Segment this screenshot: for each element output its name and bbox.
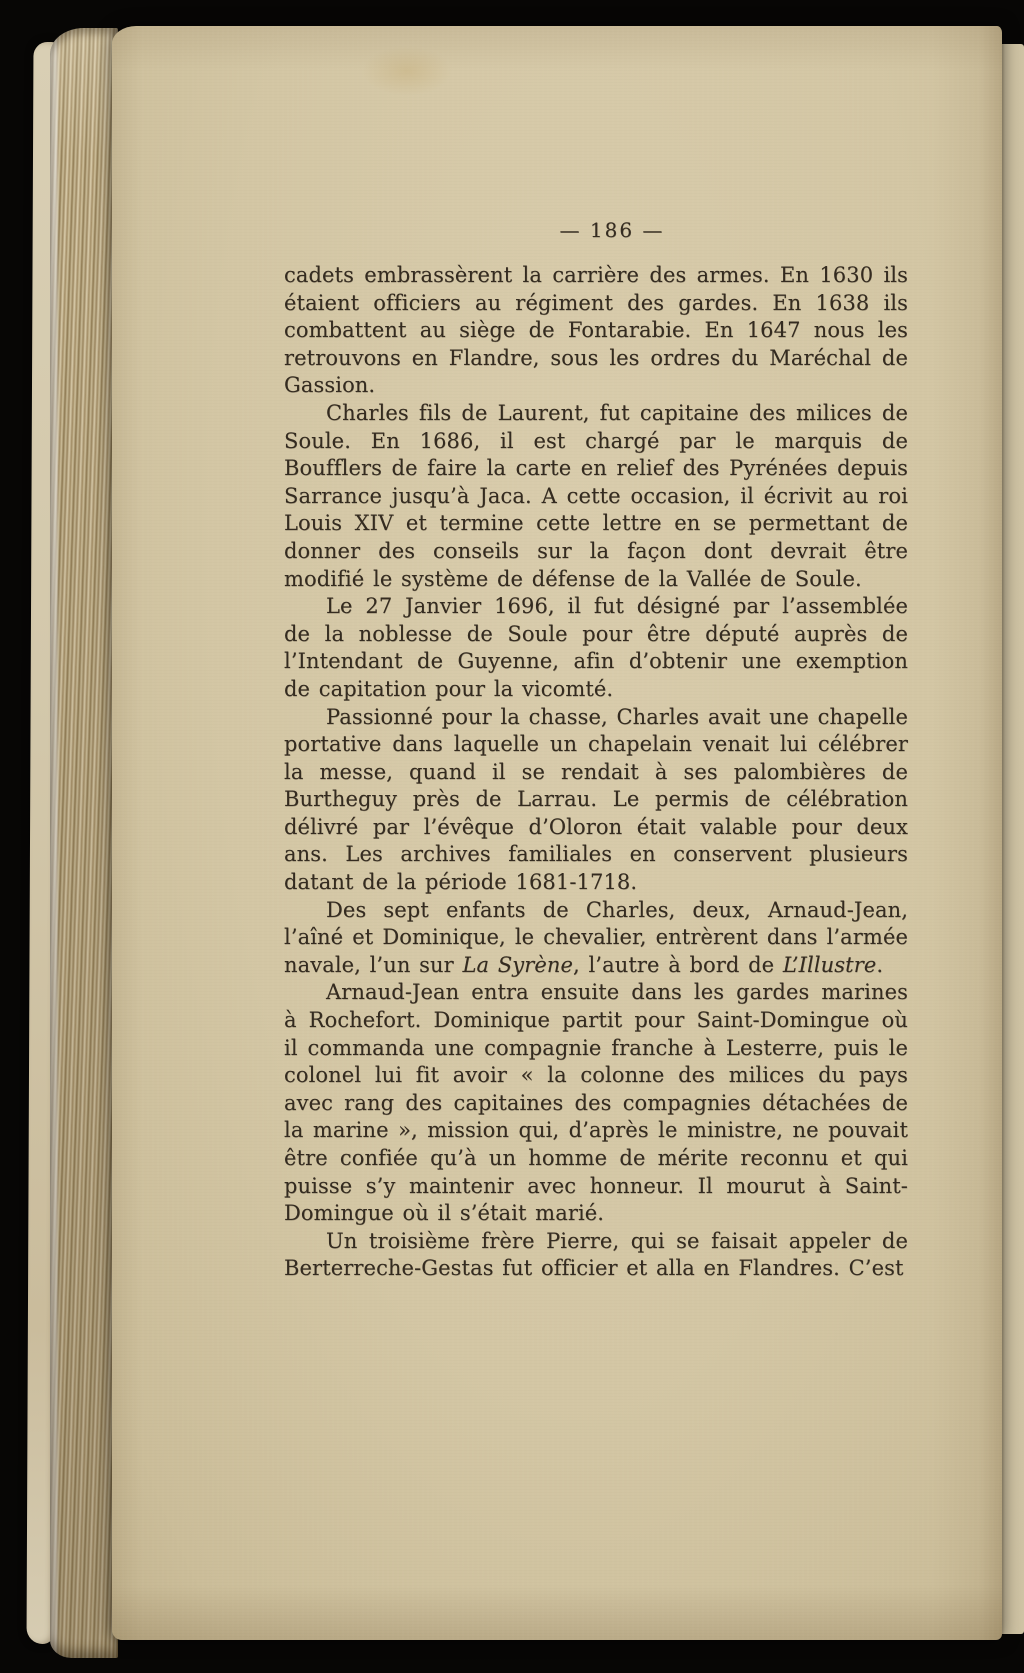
paragraph-arnaud-jean: Arnaud-Jean entra ensuite dans les gardes marines à Rochefort. Dominique partit pour Saint-Domingue où il commanda une compagnie franche à Lesterre, puis le colonel lui fit avoir « la colonne des milices du pays avec rang des capitaines des compagnies détachées de la marine », mission qui, d’après le ministre, ne pouvait être confiée qu’à un homme de mérite reconnu et qui puisse s’y maintenir avec honneur. Il mourut à Saint-Domingue où il s’était marié. <box>284 980 908 1226</box>
page-number: — 186 — <box>559 218 665 242</box>
paragraph-1696: Le 27 Janvier 1696, il fut désigné par l’assemblée de la noblesse de Soule pour être député auprès de l’Intendant de Guyenne, afin d’obtenir une exemption de capitation pour la vicomté. <box>284 594 908 701</box>
book-page <box>112 26 1002 1640</box>
paper-stain <box>362 46 452 96</box>
page-text-block <box>284 262 908 1283</box>
page-edges-stack <box>50 28 118 1658</box>
paragraph-chasse: Passionné pour la chasse, Charles avait une chapelle portative dans laquelle un chapelain venait lui célébrer la messe, quand il se rendait à ses palombières de Burtheguy près de Larrau. Le permis de célébration délivré par l’évêque d’Oloron était valable pour deux ans. Les archives familiales en conservent plusieurs datant de la période 1681-1718. <box>284 704 908 895</box>
text-run: Des sept enfants de Charles, deux, Arnaud-Jean, l’aîné et Dominique, le chevalier, entrèrent dans l’armée navale, l’un sur <box>284 897 908 977</box>
paragraph-pierre: Un troisième frère Pierre, qui se faisait appeler de Berterreche-Gestas fut officier et alla en Flandres. C’est <box>284 1228 908 1281</box>
ship-name-la-syrene: La Syrène <box>462 952 574 977</box>
paragraph-charles: Charles fils de Laurent, fut capitaine des milices de Soule. En 1686, il est chargé par le marquis de Boufflers de faire la carte en relief des Pyrénées depuis Sarrance jusqu’à Jaca. A cette occasion, il écrivit au roi Louis XIV et termine cette lettre en se permettant de donner des conseils sur la façon dont devrait être modifié le système de défense de la Vallée de Soule. <box>284 400 908 591</box>
text-run: . <box>876 952 884 977</box>
ship-name-l-illustre: L’Illustre <box>782 952 877 977</box>
text-run: , l’autre à bord de <box>573 952 783 977</box>
paragraph-sept-enfants <box>284 897 908 980</box>
paragraph-cadets: cadets embrassèrent la carrière des armes. En 1630 ils étaient officiers au régiment des gardes. En 1638 ils combattent au siège de Fontarabie. En 1647 nous les retrouvons en Flandre, sous les ordres du Maréchal de Gassion. <box>284 263 908 398</box>
